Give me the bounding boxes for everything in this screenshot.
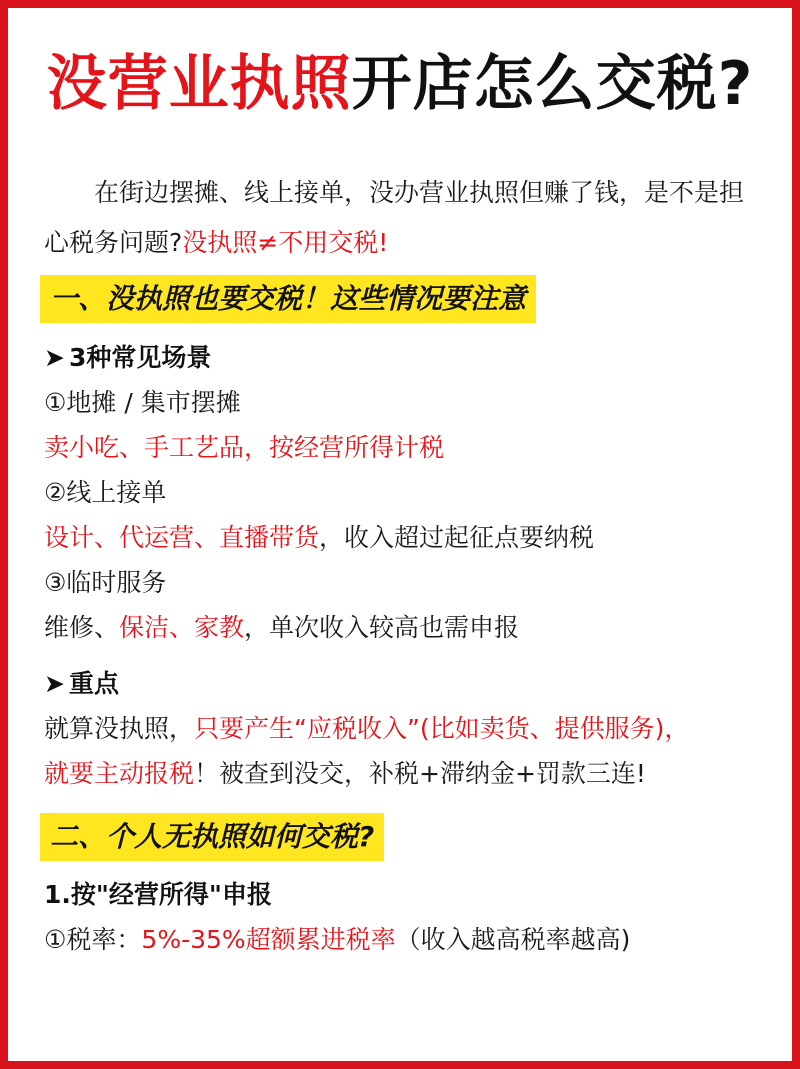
arrow-icon: ➤ xyxy=(44,669,65,698)
rate-line xyxy=(44,918,764,962)
rate-label: ①税率： xyxy=(44,925,142,954)
item1-title: 1.按"经营所得"申报 xyxy=(44,880,272,909)
scene3-detail xyxy=(44,606,764,650)
scene3-detail-c: ，单次收入较高也需申报 xyxy=(244,613,520,642)
scene1-title: ①地摊 / 集市摆摊 xyxy=(44,388,241,417)
scene3-detail-b: 保洁、家教 xyxy=(119,613,245,642)
scene3-detail-a: 维修、 xyxy=(44,613,120,642)
page-title xyxy=(0,44,800,124)
intro-text: 在街边摆摊、线上接单，没办营业执照但赚了钱，是不是担心税务问题? xyxy=(44,178,745,257)
arrow-icon: ➤ xyxy=(44,343,65,372)
scenes-heading xyxy=(44,336,764,380)
key-line2-a: 就要主动报税 xyxy=(44,759,195,788)
title-black-part: 开店怎么交税? xyxy=(351,49,754,119)
section2-heading: 二、个人无执照如何交税? xyxy=(40,813,384,861)
section1-heading: 一、没执照也要交税！这些情况要注意 xyxy=(40,275,536,323)
key-line-2 xyxy=(44,752,764,796)
intro-paragraph xyxy=(44,168,756,268)
rate-value: 5%-35%超额累进税率 xyxy=(141,925,396,954)
scene2-title: ②线上接单 xyxy=(44,478,167,507)
key-line2-b: ！被查到没交，补税+滞纳金+罚款三连! xyxy=(194,759,646,788)
scene1-detail: 卖小吃、手工艺品，按经营所得计税 xyxy=(44,433,445,462)
key-line1-a: 就算没执照， xyxy=(44,714,195,743)
title-red-part: 没营业执照 xyxy=(46,49,352,119)
key-line-1 xyxy=(44,707,764,751)
key-line1-b: 只要产生“应税收入”(比如卖货、提供服务)， xyxy=(194,714,690,743)
intro-highlight: 没执照≠不用交税! xyxy=(182,228,389,257)
scene2-detail-red: 设计、代运营、直播带货 xyxy=(44,523,320,552)
scene3-title: ③临时服务 xyxy=(44,568,167,597)
scenes-heading-text: 3种常见场景 xyxy=(68,343,212,372)
key-heading-text: 重点 xyxy=(68,669,119,698)
key-heading xyxy=(44,662,764,706)
scene2-detail-black: ，收入超过起征点要纳税 xyxy=(319,523,595,552)
rate-note: （收入越高税率越高) xyxy=(395,925,631,954)
scene2-detail xyxy=(44,516,764,560)
